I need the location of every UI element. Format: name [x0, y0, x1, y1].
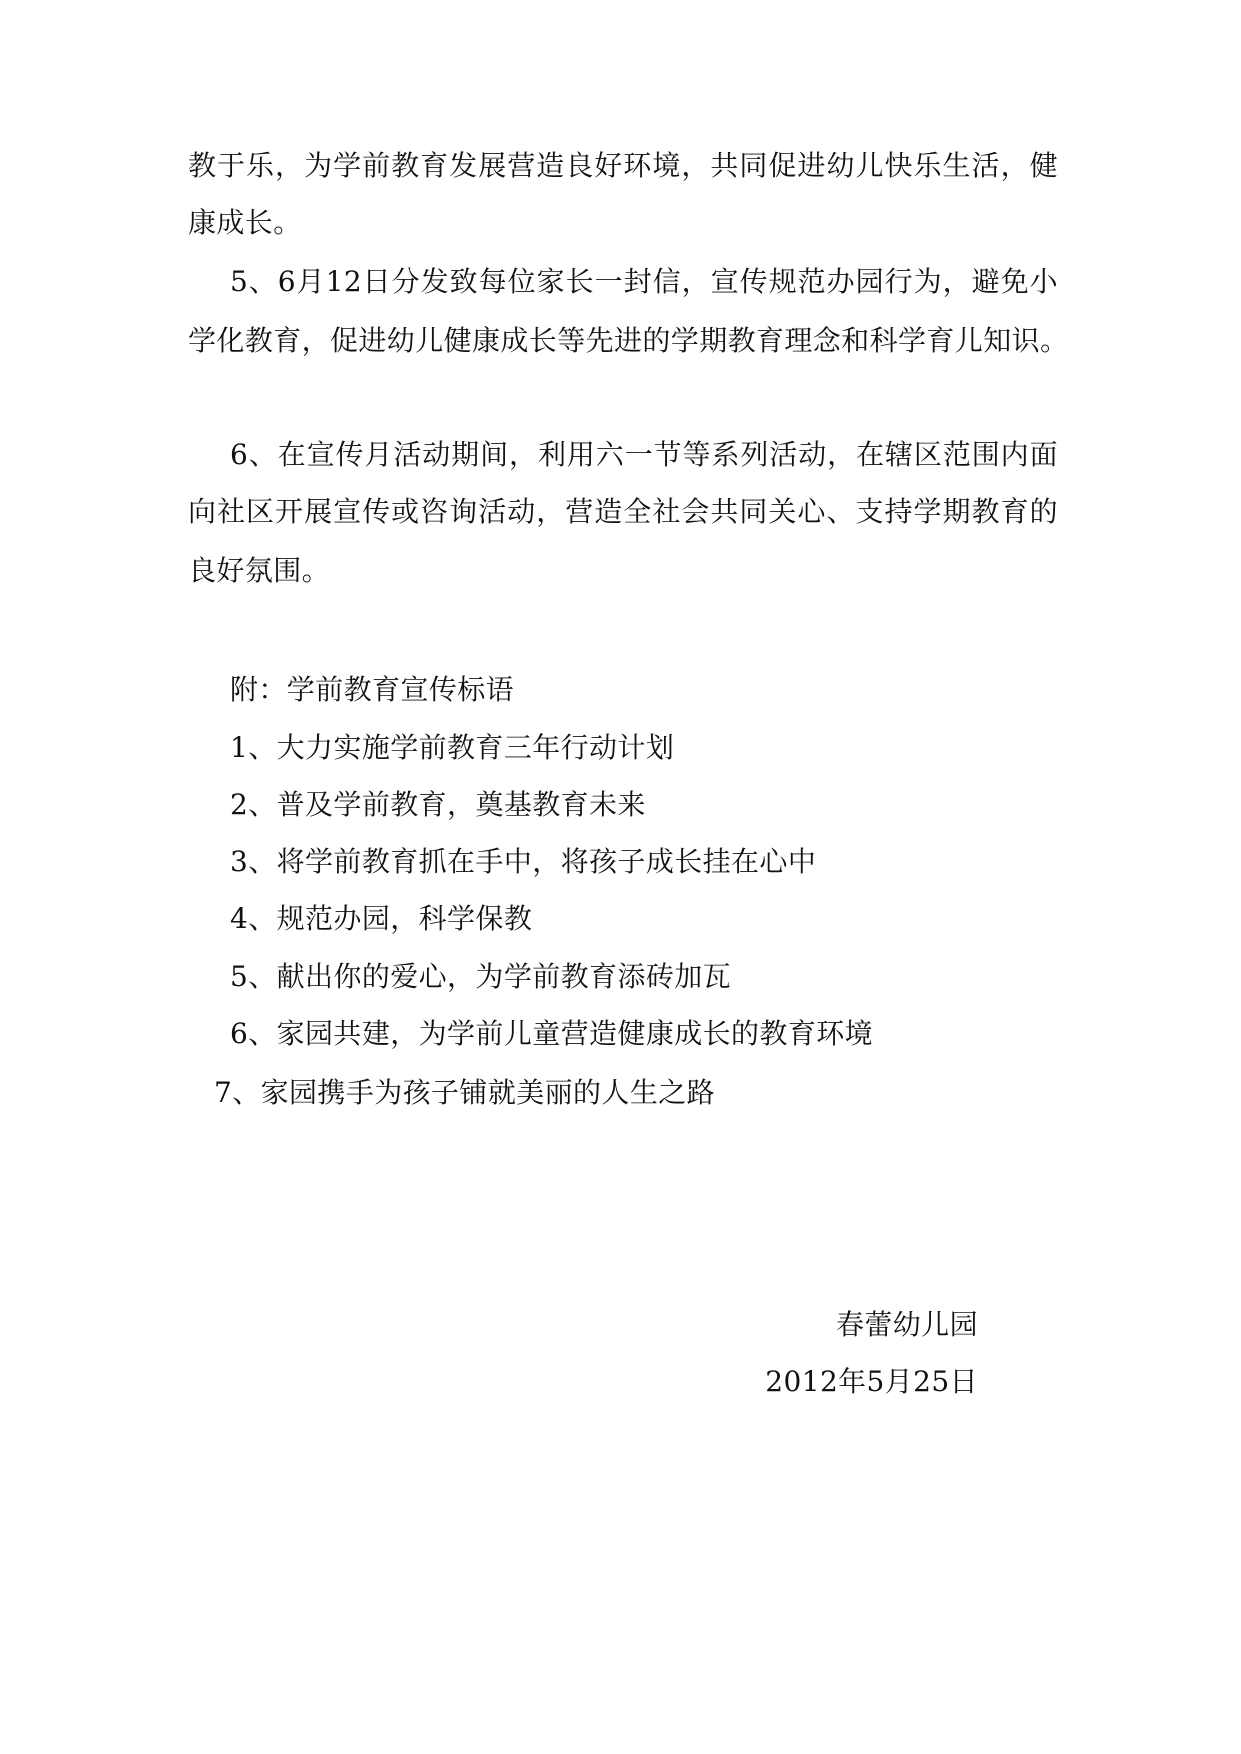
slogan-item: 4、规范办园，科学保教: [230, 902, 533, 935]
paragraph-line: 良好氛围。: [188, 554, 331, 587]
appendix-heading: 附：学前教育宣传标语: [230, 673, 515, 706]
slogan-item: 7、家园携手为孩子铺就美丽的人生之路: [214, 1076, 716, 1109]
paragraph-line: 5、6月12日分发致每位家长一封信，宣传规范办园行为，避免小: [230, 265, 1058, 298]
signature-organization: 春蕾幼儿园: [835, 1308, 978, 1341]
slogan-item: 3、将学前教育抓在手中，将孩子成长挂在心中: [230, 845, 817, 878]
paragraph-line: 康成长。: [188, 206, 302, 239]
slogan-item: 1、大力实施学前教育三年行动计划: [230, 731, 675, 764]
paragraph-line: 向社区开展宣传或咨询活动，营造全社会共同关心、支持学期教育的: [188, 495, 1058, 528]
signature-date: 2012年5月25日: [765, 1365, 978, 1398]
paragraph-line: 教于乐，为学前教育发展营造良好环境，共同促进幼儿快乐生活，健: [188, 149, 1058, 182]
slogan-item: 5、献出你的爱心，为学前教育添砖加瓦: [230, 960, 732, 993]
paragraph-line: 学化教育，促进幼儿健康成长等先进的学期教育理念和科学育儿知识。: [188, 324, 1069, 357]
slogan-item: 6、家园共建，为学前儿童营造健康成长的教育环境: [230, 1017, 874, 1050]
paragraph-line: 6、在宣传月活动期间，利用六一节等系列活动，在辖区范围内面: [230, 438, 1058, 471]
slogan-item: 2、普及学前教育，奠基教育未来: [230, 788, 646, 821]
